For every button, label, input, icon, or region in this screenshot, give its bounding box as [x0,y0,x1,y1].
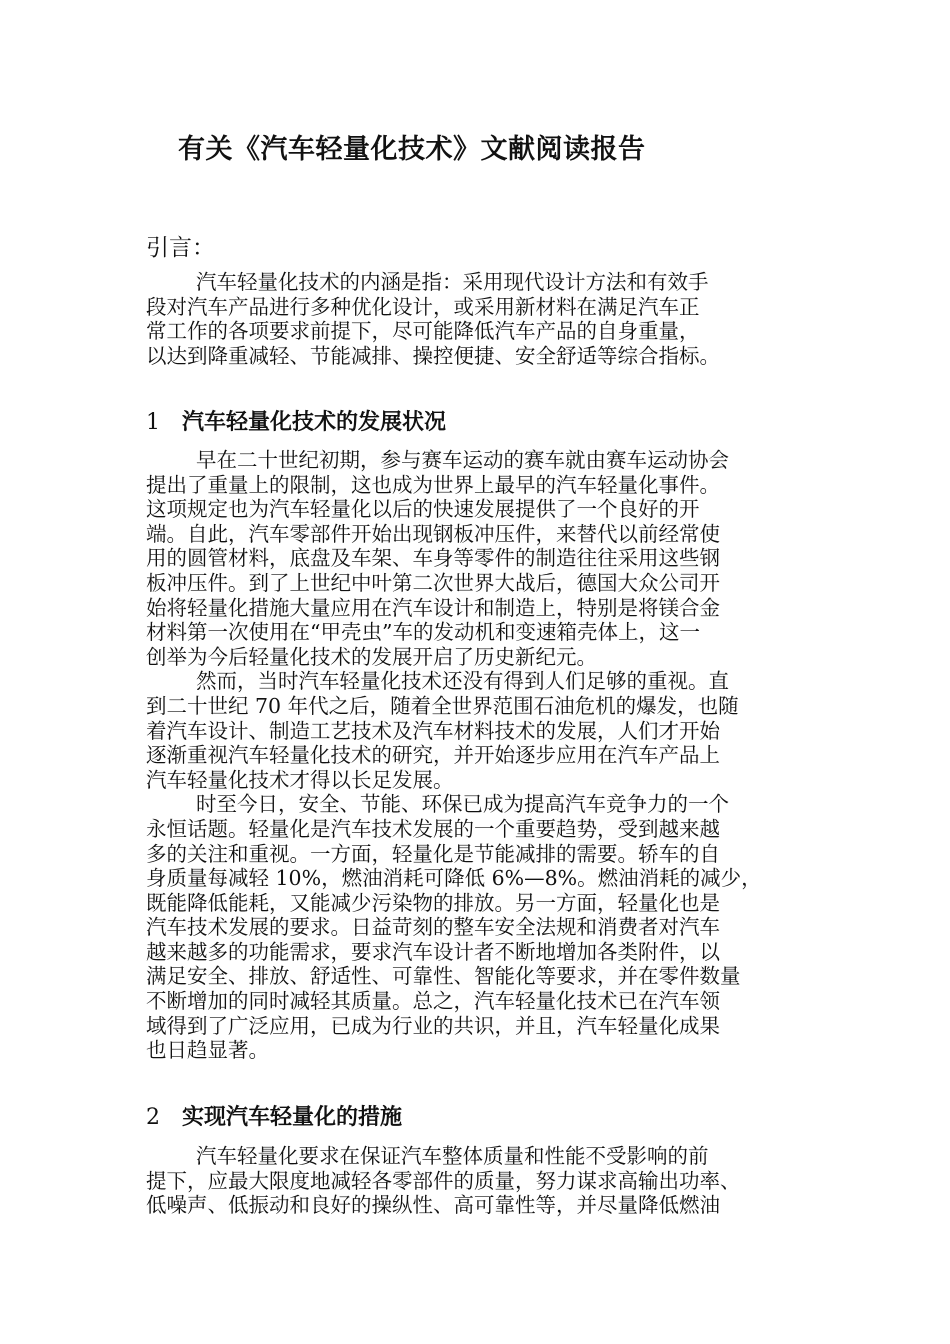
text-line: 用的圆管材料，底盘及车架、车身等零件的制造往往采用这些钢 [146,546,720,571]
text-line: 时至今日，安全、节能、环保已成为提高汽车竞争力的一个 [196,792,729,817]
text-line: 既能降低能耗，又能减少污染物的排放。另一方面，轻量化也是 [146,890,720,915]
section-2-body [146,1144,826,1218]
text-line: 也日趋显著。 [146,1038,269,1063]
text-line: 汽车轻量化技术才得以长足发展。 [146,767,454,792]
text-line: 到二十世纪 70 年代之后，随着全世界范围石油危机的爆发，也随 [146,693,739,718]
document-title: 有关《汽车轻量化技术》文献阅读报告 [178,134,646,165]
section-number: 1 [146,410,160,435]
intro-paragraph [146,270,826,368]
section-2-heading [146,1103,402,1133]
text-line: 提出了重量上的限制，这也成为世界上最早的汽车轻量化事件。 [146,472,720,497]
text-line: 汽车轻量化要求在保证汽车整体质量和性能不受影响的前 [196,1144,709,1168]
text-line: 满足安全、排放、舒适性、可靠性、智能化等要求，并在零件数量 [146,964,741,989]
text-line: 着汽车设计、制造工艺技术及汽车材料技术的发展，人们才开始 [146,718,720,743]
text-line: 多的关注和重视。一方面，轻量化是节能减排的需要。轿车的自 [146,841,720,866]
text-line: 段对汽车产品进行多种优化设计，或采用新材料在满足汽车正 [146,294,700,319]
text-line: 不断增加的同时减轻其质量。总之，汽车轻量化技术已在汽车领 [146,989,720,1014]
text-line: 然而，当时汽车轻量化技术还没有得到人们足够的重视。直 [196,669,729,694]
text-line: 提下，应最大限度地减轻各零部件的质量，努力谋求高输出功率、 [146,1168,741,1193]
text-line: 域得到了广泛应用，已成为行业的共识，并且，汽车轻量化成果 [146,1013,720,1038]
text-line: 以达到降重减轻、节能减排、操控便捷、安全舒适等综合指标。 [146,343,720,368]
text-line: 汽车轻量化技术的内涵是指：采用现代设计方法和有效手 [196,270,709,294]
text-line: 永恒话题。轻量化是汽车技术发展的一个重要趋势，受到越来越 [146,816,720,841]
text-line: 端。自此，汽车零部件开始出现钢板冲压件，来替代以前经常使 [146,521,720,546]
text-line: 越来越多的功能需求，要求汽车设计者不断地增加各类附件，以 [146,939,720,964]
text-line: 板冲压件。到了上世纪中叶第二次世界大战后，德国大众公司开 [146,570,720,595]
text-line: 这项规定也为汽车轻量化以后的快速发展提供了一个良好的开 [146,497,700,522]
intro-heading: 引言： [146,235,215,261]
section-number: 2 [146,1105,160,1130]
text-line: 常工作的各项要求前提下，尽可能降低汽车产品的自身重量， [146,319,700,344]
text-line: 材料第一次使用在“甲壳虫”车的发动机和变速箱壳体上，这一 [146,620,700,645]
section-title: 实现汽车轻量化的措施 [182,1105,403,1130]
text-line: 早在二十世纪初期，参与赛车运动的赛车就由赛车运动协会 [196,448,729,472]
section-title: 汽车轻量化技术的发展状况 [182,410,447,435]
text-line: 汽车技术发展的要求。日益苛刻的整车安全法规和消费者对汽车 [146,915,720,940]
text-line: 逐渐重视汽车轻量化技术的研究，并开始逐步应用在汽车产品上 [146,743,720,768]
text-line: 低噪声、低振动和良好的操纵性、高可靠性等，并尽量降低燃油 [146,1193,720,1218]
text-line: 创举为今后轻量化技术的发展开启了历史新纪元。 [146,644,597,669]
section-1-heading [146,408,446,438]
text-line: 始将轻量化措施大量应用在汽车设计和制造上，特别是将镁合金 [146,595,720,620]
text-line: 身质量每减轻 10%，燃油消耗可降低 6%—8%。燃油消耗的减少， [146,866,762,891]
section-1-body [146,448,826,1063]
